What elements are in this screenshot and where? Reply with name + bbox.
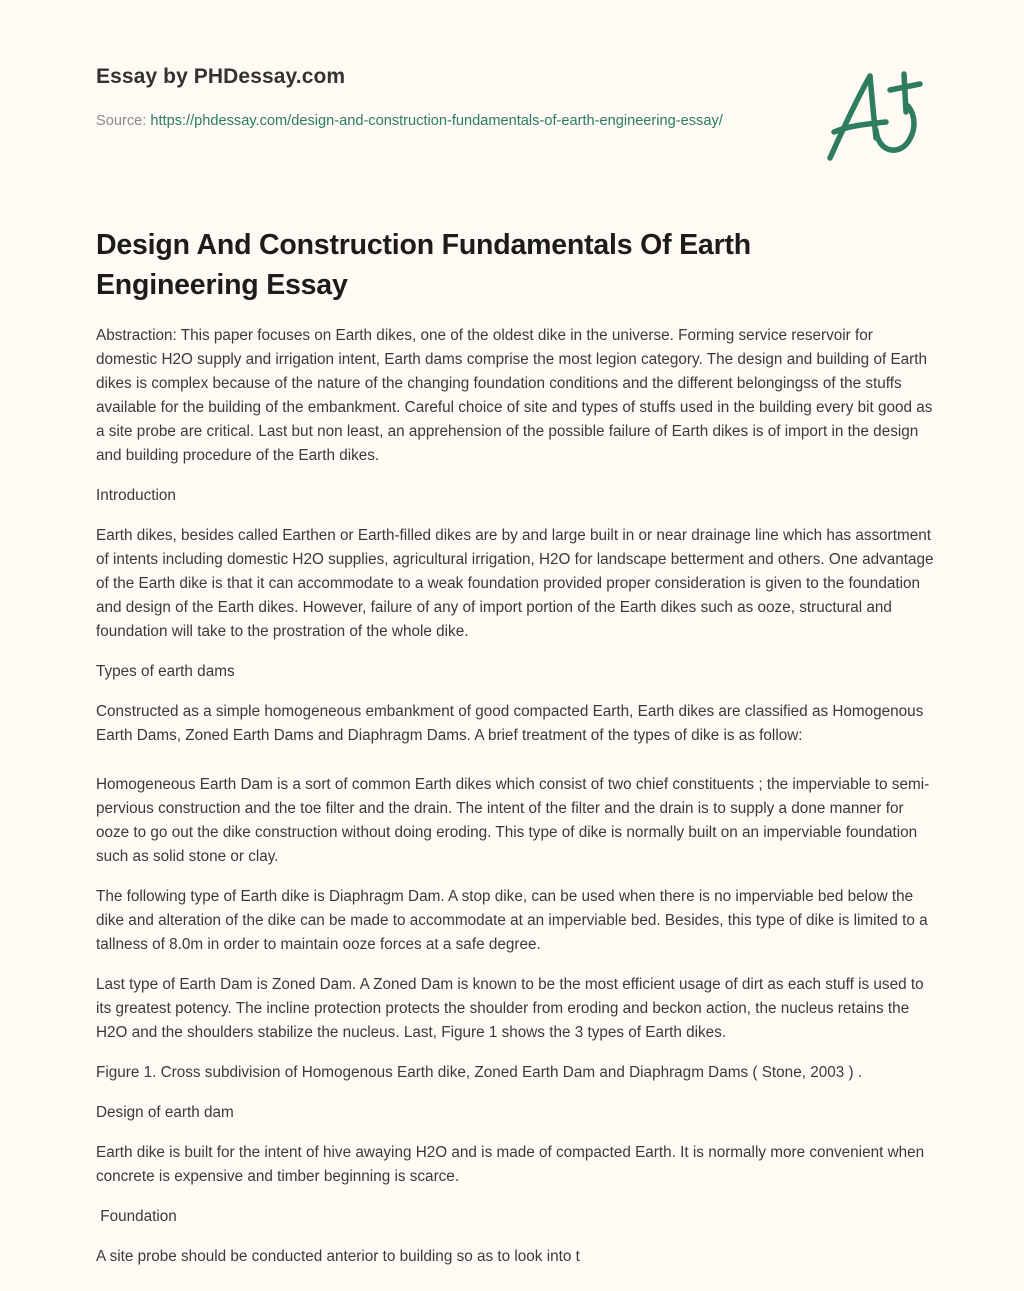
figure-caption: Figure 1. Cross subdivision of Homogenous Earth dike, Zoned Earth Dam and Diaphragm Dams ( Stone, 2003 ) . — [96, 1064, 863, 1081]
diaphragm-dam-paragraph: The following type of Earth dike is Diaphragm Dam. A stop dike, can be used when there is no imperviable bed below the dike and alteration of the dike can be made to accommodate at an imperviable bed. Besides, this type of dike is limited to a tallness of 8.0m in order to maintain ooze forces at a safe degree. — [96, 888, 928, 953]
source-link[interactable]: https://phdessay.com/design-and-construction-fundamentals-of-earth-engineering-essay/ — [150, 113, 723, 129]
design-paragraph: Earth dike is built for the intent of hive awaying H2O and is made of compacted Earth. It is normally more convenient when concrete is expensive and timber beginning is scarce. — [96, 1144, 925, 1185]
section-heading-introduction: Introduction — [96, 487, 176, 504]
a-plus-grade-icon — [822, 68, 932, 164]
source-label: Source: — [96, 113, 151, 129]
source-line — [96, 109, 736, 133]
page-header — [96, 62, 736, 133]
article-body — [96, 324, 936, 1285]
section-heading-design: Design of earth dam — [96, 1104, 234, 1121]
foundation-paragraph: A site probe should be conducted anterior to building so as to look into t — [96, 1248, 580, 1265]
types-intro-paragraph: Constructed as a simple homogeneous embankment of good compacted Earth, Earth dikes are classified as Homogenous Earth Dams, Zoned Earth Dams and Diaphragm Dams. A brief treatment of the types of dike is as follow: — [96, 703, 924, 744]
abstract-paragraph: Abstraction: This paper focuses on Earth dikes, one of the oldest dike in the universe. Forming service reservoir for domestic H2O supply and irrigation intent, Earth dams comprise the most legion category. The design and building of Earth dikes is complex because of the nature of the changing foundation conditions and the different belongingss of the stuffs available for the building of the embankment. Careful choice of site and types of stuffs used in the building every bit good as a site probe are critical. Last but non least, an apprehension of the possible failure of Earth dikes is of import in the design and building procedure of the Earth dikes. — [96, 327, 933, 464]
introduction-paragraph: Earth dikes, besides called Earthen or Earth-filled dikes are by and large built in or near drainage line which has assortment of intents including domestic H2O supplies, agricultural irrigation, H2O for landscape betterment and others. One advantage of the Earth dike is that it can accommodate to a weak foundation provided proper consideration is given to the foundation and design of the Earth dikes. However, failure of any of import portion of the Earth dikes such as ooze, structural and foundation will take to the prostration of the whole dike. — [96, 527, 934, 640]
article-title: Design And Construction Fundamentals Of Earth Engineering Essay — [96, 229, 751, 301]
site-title: Essay by PHDessay.com — [96, 65, 346, 88]
section-heading-foundation: Foundation — [96, 1208, 177, 1225]
section-heading-types: Types of earth dams — [96, 663, 235, 680]
zoned-dam-paragraph: Last type of Earth Dam is Zoned Dam. A Zoned Dam is known to be the most efficient usage of dirt as each stuff is used to its greatest potency. The incline protection protects the shoulder from eroding and beckon action, the nucleus retains the H2O and the shoulders stabilize the nucleus. Last, Figure 1 shows the 3 types of Earth dikes. — [96, 976, 924, 1041]
homogeneous-dam-paragraph: Homogeneous Earth Dam is a sort of common Earth dikes which consist of two chief constituents ; the imperviable to semi-pervious construction and the toe filter and the drain. The intent of the filter and the drain is to supply a done manner for ooze to go out the dike construction without doing eroding. This type of dike is normally built on an imperviable foundation such as solid stone or clay. — [96, 776, 930, 865]
